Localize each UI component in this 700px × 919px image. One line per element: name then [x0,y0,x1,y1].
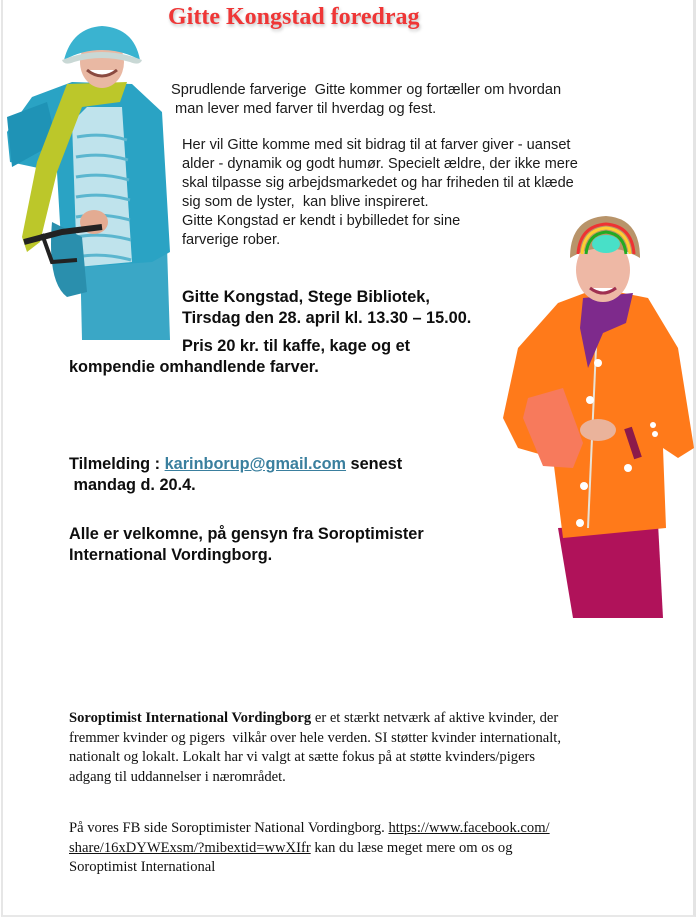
intro-line-2: man lever med farver til hverdag og fest. [171,101,437,117]
about-text [69,709,561,787]
welcome-line-2: International Vordingborg. [69,546,273,564]
description-text-2 [182,212,460,250]
intro-text [171,81,561,119]
description-text [182,136,578,212]
signup-deadline: senest [346,455,403,473]
about-line-2: fremmer kvinder og pigers vilkår over hele verden. SI støtter kvinder internationalt, [69,729,561,746]
description-line-4: sig som de lyster, kan blive inspireret. [182,194,429,210]
description-line-3: skal tilpasse sig arbejdsmarkedet og har friheden til at klæde [182,175,574,191]
facebook-link-part-2[interactable]: share/16xDYWExsm/?mibextid=wwXIfr [69,839,311,856]
description-line-2: alder - dynamik og godt humør. Specielt ældre, der ikke mere [182,156,578,172]
signup-email-link[interactable]: karinborup@gmail.com [164,455,347,473]
event-price-line-2: kompendie omhandlende farver. [69,358,319,376]
event-details [182,287,471,329]
left-photo-woman-turquoise [2,22,172,342]
signup-date: mandag d. 20.4. [69,476,196,494]
facebook-text [69,819,550,878]
welcome-line-1: Alle er velkomne, på gensyn fra Soroptimister [69,525,424,543]
event-location: Gitte Kongstad, Stege Bibliotek, [182,288,430,306]
facebook-intro: På vores FB side Soroptimister National Vordingborg. [69,820,389,836]
about-line-4: adgang til uddannelser i nærområdet. [69,768,286,785]
facebook-link-part-1[interactable]: https://www.facebook.com/ [388,820,550,836]
signup-text [69,454,402,496]
description-line-5: Gitte Kongstad er kendt i bybilledet for sine [182,213,461,229]
description-line-1: Her vil Gitte komme med sit bidrag til at farver giver - uanset [182,137,571,153]
event-datetime: Tirsdag den 28. april kl. 13.30 – 15.00. [182,309,472,327]
about-line-1: er et stærkt netværk af aktive kvinder, der [311,710,559,726]
about-org-name: Soroptimist International Vordingborg [69,710,312,726]
intro-line-1: Sprudlende farverige Gitte kommer og fortæller om hvordan [171,82,562,98]
facebook-line-2: kan du læse meget mere om os og [310,839,513,856]
facebook-line-3: Soroptimist International [69,859,216,875]
right-photo-woman-orange [498,208,696,620]
event-price-line-1: Pris 20 kr. til kaffe, kage og et [182,337,411,355]
page-title: Gitte Kongstad foredrag [168,4,420,30]
welcome-text [69,524,424,566]
signup-label: Tilmelding : [69,455,165,473]
description-line-6: farverige rober. [182,232,281,248]
about-line-3: nationalt og lokalt. Lokalt har vi valgt at sætte fokus på at støtte kvinders/pigers [69,749,536,765]
